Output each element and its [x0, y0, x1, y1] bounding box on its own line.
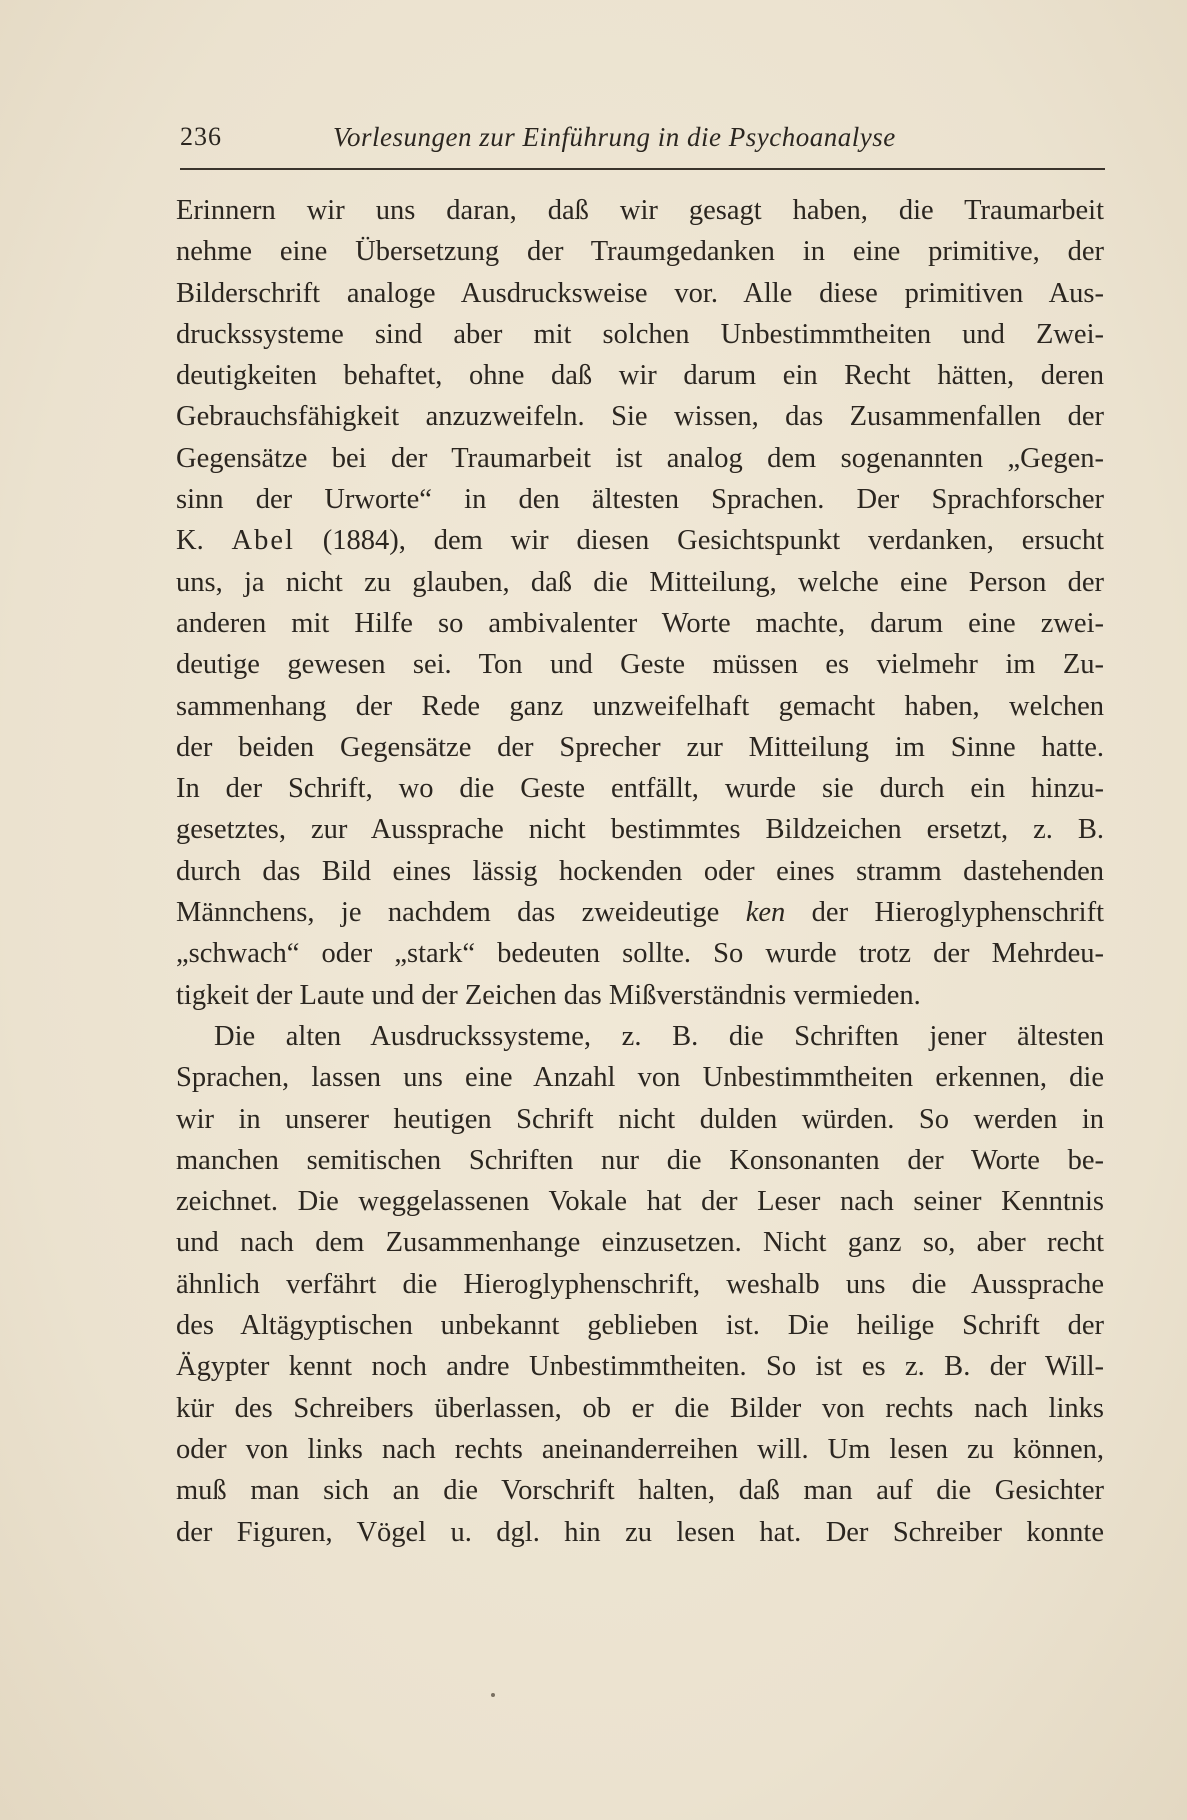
text-line-paragraph-end: tigkeit der Laute und der Zeichen das Mißverständnis vermieden.: [176, 979, 921, 1011]
text-line: Gegensätze bei der Traumarbeit ist analog dem sogenannten „Gegen-: [176, 442, 1104, 474]
page-number: 236: [180, 122, 222, 151]
text-line: sammenhang der Rede ganz unzweifelhaft gemacht haben, welchen: [176, 690, 1104, 722]
text-line: des Altägyptischen unbekannt geblieben ist. Die heilige Schrift der: [176, 1310, 1104, 1342]
text-line: deutigkeiten behaftet, ohne daß wir darum ein Recht hätten, deren: [176, 360, 1104, 392]
text-line: durch das Bild eines lässig hockenden oder eines stramm dastehenden: [176, 855, 1104, 887]
text-line: wir in unserer heutigen Schrift nicht dulden würden. So werden in: [176, 1103, 1104, 1135]
text-line: Sprachen, lassen uns eine Anzahl von Unbestimmtheiten erkennen, die: [176, 1062, 1104, 1094]
text-line: nehme eine Übersetzung der Traumgedanken in eine primitive, der: [176, 236, 1104, 268]
text-line: Erinnern wir uns daran, daß wir gesagt haben, die Traumarbeit: [176, 195, 1104, 226]
text-line: zeichnet. Die weggelassenen Vokale hat der Leser nach seiner Kenntnis: [176, 1186, 1104, 1218]
text-line-ken: [176, 892, 1104, 933]
ken-before: Männchens, je nachdem das zweideutige: [176, 897, 746, 929]
body-text: [176, 190, 1104, 1553]
text-line: Bilderschrift analoge Ausdrucksweise vor. Alle diese primitiven Aus-: [176, 277, 1104, 309]
header-rule: [180, 168, 1105, 170]
text-line-abel: [176, 520, 1104, 561]
text-line: der Figuren, Vögel u. dgl. hin zu lesen hat. Der Schreiber konnte: [176, 1516, 1104, 1548]
text-line: deutige gewesen sei. Ton und Geste müssen es vielmehr im Zu-: [176, 649, 1104, 681]
page-header: [180, 122, 1105, 162]
text-line: Gebrauchsfähigkeit anzuzweifeln. Sie wissen, das Zusammenfallen der: [176, 401, 1104, 433]
text-line: manchen semitischen Schriften nur die Konsonanten der Worte be-: [176, 1144, 1104, 1176]
text-line: muß man sich an die Vorschrift halten, daß man auf die Gesichter: [176, 1475, 1104, 1507]
text-line: Ägypter kennt noch andre Unbestimmtheiten. So ist es z. B. der Will-: [176, 1351, 1104, 1383]
text-line-paragraph-start: Die alten Ausdruckssysteme, z. B. die Schriften jener ältesten: [214, 1020, 1104, 1052]
text-line: und nach dem Zusammenhange einzusetzen. Nicht ganz so, aber recht: [176, 1227, 1104, 1259]
text-line: ähnlich verfährt die Hieroglyphenschrift, weshalb uns die Aussprache: [176, 1268, 1104, 1300]
text-line: oder von links nach rechts aneinanderreihen will. Um lesen zu können,: [176, 1433, 1104, 1465]
text-line: gesetztes, zur Aussprache nicht bestimmtes Bildzeichen ersetzt, z. B.: [176, 814, 1104, 846]
text-line: „schwach“ oder „stark“ bedeuten sollte. So wurde trotz der Mehrdeu-: [176, 938, 1104, 970]
text-line: kür des Schreibers überlassen, ob er die Bilder von rechts nach links: [176, 1392, 1104, 1424]
abel-rest: (1884), dem wir diesen Gesichtspunkt verdanken, ersucht: [294, 525, 1104, 557]
text-line: druckssysteme sind aber mit solchen Unbestimmtheiten und Zwei-: [176, 318, 1104, 350]
text-line: In der Schrift, wo die Geste entfällt, wurde sie durch ein hinzu-: [176, 773, 1104, 805]
text-line: der beiden Gegensätze der Sprecher zur Mitteilung im Sinne hatte.: [176, 731, 1104, 763]
text-line: sinn der Urworte“ in den ältesten Sprachen. Der Sprachforscher: [176, 484, 1104, 516]
ken-after: der Hieroglyphenschrift: [785, 897, 1104, 929]
text-line: uns, ja nicht zu glauben, daß die Mitteilung, welche eine Person der: [176, 566, 1104, 598]
running-title: Vorlesungen zur Einführung in die Psychoanalyse: [333, 122, 896, 152]
text-line: anderen mit Hilfe so ambivalenter Worte machte, darum eine zwei-: [176, 607, 1104, 639]
author-name-spaced: Abel: [231, 525, 295, 557]
abel-prefix: K.: [176, 525, 232, 557]
paper-speck: [491, 1693, 495, 1697]
italic-word-ken: ken: [745, 897, 786, 929]
